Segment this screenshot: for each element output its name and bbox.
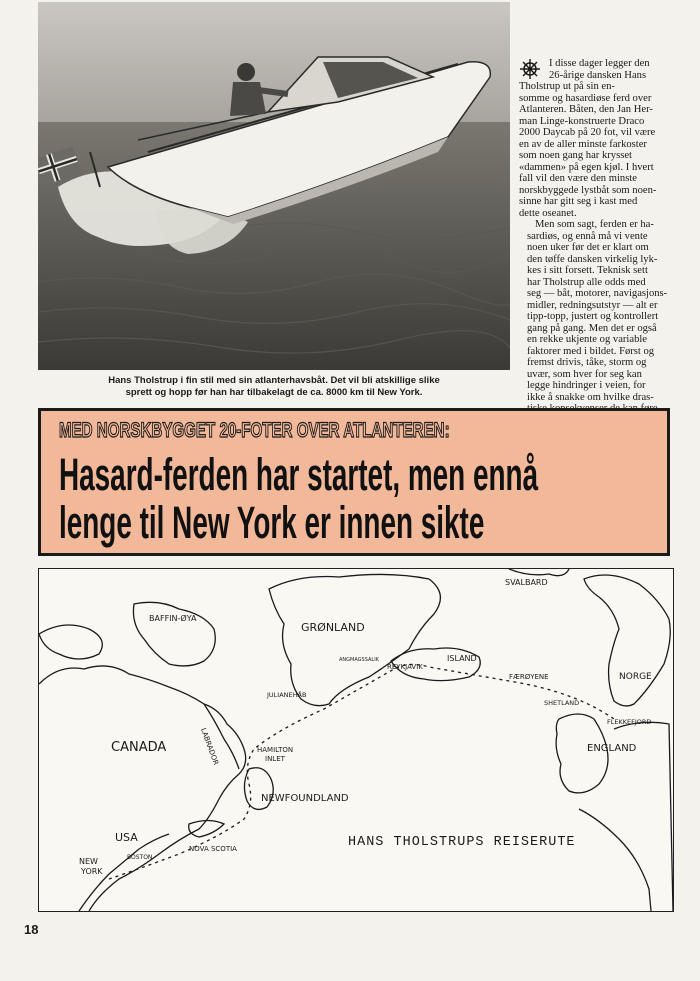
text-line: «dammen» på egen kjøl. I hvert [519, 161, 654, 173]
text-line: ikke å snakke om hvilke dras- [527, 391, 654, 403]
photo-caption [38, 375, 510, 399]
text-line: legge hindringer i veien, for [527, 380, 646, 391]
map-label-nova-scotia: NOVA SCOTIA [189, 845, 237, 853]
headline-title [59, 451, 538, 547]
map-label-new: NEW [79, 857, 98, 866]
headline-line: Hasard-ferden har startet, men ennå [59, 449, 539, 500]
map-label-gronland: GRØNLAND [301, 621, 365, 634]
text-line: Tholstrup ut på sin en- [519, 81, 615, 92]
text-line: man Linge-konstruerte Draco [519, 115, 645, 127]
norway-outline [584, 575, 670, 706]
text-line: faktorer med i bildet. Først og [527, 345, 655, 357]
ship-wheel-icon [519, 58, 541, 80]
map-route-title: HANS THOLSTRUPS REISERUTE [348, 835, 576, 850]
text-line: norskbyggede lystbåt som noen- [519, 184, 657, 196]
canada-outline [39, 666, 246, 911]
map-label-svalbard: SVALBARD [505, 578, 548, 587]
text-line: Atlanteren. Båten, den Jan Her- [519, 104, 653, 115]
caption-line: sprett og hopp før han har tilbakelagt de ca. 8000 km til New York. [125, 387, 423, 398]
text-line: 2000 Daycab på 20 fot, vil være [519, 127, 656, 138]
map-label-flekkefjord: FLEKKEFJORD [607, 718, 652, 726]
text-line: tipp-topp, justert og kontrollert [527, 311, 659, 322]
map-label-baffin: BAFFIN-ØYA [149, 614, 197, 623]
headline-line: lenge til New York er innen sikte [59, 497, 485, 548]
headline-box [38, 408, 670, 556]
map-label-york: YORK [81, 867, 103, 876]
greenland-outline [269, 574, 440, 705]
map-label-shetland: SHETLAND [544, 699, 580, 707]
caption-line: Hans Tholstrup i fin stil med sin atlanterhavsbåt. Det vil bli atskillige slike [108, 375, 440, 386]
map-label-labrador: LABRADOR [199, 726, 220, 767]
article-paragraph [519, 58, 671, 219]
text-line: I disse dager legger den [549, 58, 650, 69]
map-label-boston: BOSTON [127, 854, 153, 861]
text-line: en rekke ukjente og variable [527, 334, 648, 345]
text-line: Men som sagt, ferden er ha- [535, 219, 654, 230]
headline-kicker: MED NORSKBYGGET 20-FOTER OVER ATLANTEREN: [59, 419, 450, 442]
text-line: 26-årige dansken Hans [549, 69, 647, 81]
text-line: dette oseanet. [519, 207, 577, 219]
route-map [38, 568, 674, 912]
text-line: gang på gang. Men det er også [527, 322, 657, 334]
map-label-island: ISLAND [447, 654, 477, 663]
text-line: kes i sitt forsett. Teknisk sett [527, 265, 648, 276]
text-line: noen uker før det er klart om [527, 242, 649, 253]
text-line: somme og hasardiøse ferd over [519, 92, 652, 104]
text-line: uvær, som hver for seg kan [527, 368, 642, 380]
map-label-newfoundland: NEWFOUNDLAND [261, 793, 349, 804]
page-number: 18 [24, 922, 39, 937]
map-label-canada: CANADA [111, 740, 167, 755]
baffin-outline [133, 602, 215, 666]
map-label-england: ENGLAND [587, 743, 637, 754]
text-line: sinne har gitt seg i kast med [519, 196, 638, 207]
map-label-angmagssalik: ANGMAGSSALIK [339, 657, 379, 663]
map-label-julianehab: JULIANEHÅB [267, 691, 307, 699]
map-label-usa: USA [115, 831, 138, 844]
boat-photo [38, 2, 510, 370]
text-line: har Tholstrup alle odds med [527, 276, 646, 288]
article-column [519, 58, 671, 415]
map-label-norge: NORGE [619, 672, 652, 682]
text-line: midler, redningsutstyr — alt er [527, 299, 658, 311]
map-label-faeroyene: FÆRØYENE [509, 673, 549, 681]
map-label-reykjavik: REYKJAVIK [387, 663, 423, 671]
text-line: den tøffe dansken virkelig lyk- [527, 253, 658, 265]
map-label-hamilton: HAMILTON [257, 746, 294, 754]
text-line: sardiøs, og ennå må vi vente [527, 230, 648, 242]
map-label-inlet: INLET [265, 755, 285, 763]
text-line: en av de aller minste farkoster [519, 138, 647, 150]
text-line: seg — båt, motorer, navigasjons- [527, 288, 668, 299]
text-line: fall vil den være den minste [519, 173, 637, 184]
text-line: fremst drivis, tåke, storm og [527, 357, 647, 368]
article-paragraph [519, 219, 671, 415]
text-line: som noen gang har krysset [519, 150, 632, 161]
